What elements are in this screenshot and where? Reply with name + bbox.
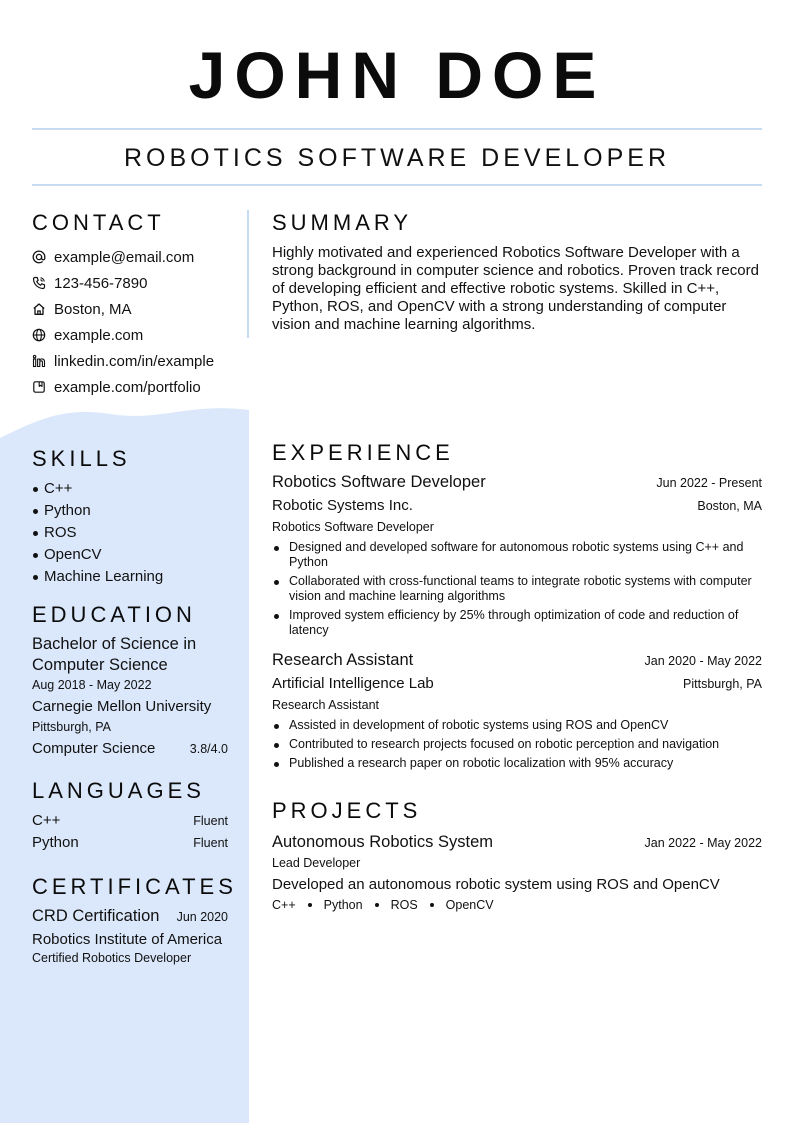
bullet-dot [33, 553, 38, 558]
language-row [32, 810, 228, 832]
project-role: Lead Developer [272, 856, 361, 870]
certificate-issuer: Robotics Institute of America [32, 931, 223, 948]
certificate-date: Jun 2020 [176, 910, 228, 924]
phone-icon [32, 276, 46, 290]
contact-email[interactable] [32, 244, 228, 270]
job-company: Robotic Systems Inc. [272, 497, 413, 514]
project-tech-list [272, 896, 762, 914]
project-entry [272, 830, 762, 914]
job-dates: Jun 2022 - Present [656, 476, 762, 490]
skill-item [32, 522, 228, 544]
language-level: Fluent [193, 836, 228, 850]
resume-name: JOHN DOE [188, 38, 606, 112]
project-dates: Jan 2022 - May 2022 [644, 836, 762, 850]
home-icon [32, 302, 46, 316]
education-gpa: 3.8/4.0 [189, 742, 228, 756]
header-bottom-divider [32, 184, 762, 186]
contact-email-text: example@email.com [54, 248, 195, 266]
language-row [32, 832, 228, 854]
job-position: Robotics Software Developer [272, 520, 434, 534]
language-name: C++ [32, 812, 61, 829]
project-name: Autonomous Robotics System [272, 833, 494, 851]
contact-section [32, 210, 228, 400]
experience-section [272, 440, 762, 775]
job-position: Research Assistant [272, 698, 379, 712]
job-company-row [272, 672, 762, 696]
skill-label: Machine Learning [44, 568, 164, 585]
job-bullet: Published a research paper on robotic localization with 95% accuracy [272, 756, 762, 771]
column-divider [247, 210, 249, 338]
skill-label: Python [44, 502, 91, 519]
skill-item [32, 566, 228, 588]
job-entry [272, 470, 762, 638]
education-field-row [32, 738, 228, 760]
tech-tag: C++ [272, 898, 296, 912]
contact-phone[interactable] [32, 270, 228, 296]
skill-label: OpenCV [44, 546, 102, 563]
certificates-title: CERTIFICATES [32, 874, 237, 899]
right-column [272, 210, 762, 912]
bullet-dot [33, 509, 38, 514]
education-field: Computer Science [32, 740, 156, 757]
job-location: Pittsburgh, PA [683, 677, 762, 691]
tech-tag: OpenCV [445, 898, 494, 912]
job-header [272, 470, 762, 494]
contact-title: CONTACT [32, 210, 165, 235]
summary-text: Highly motivated and experienced Robotics Software Developer with a strong background in computer science and robotics. Proven track record of developing efficient and effective robotic systems. Skilled in C++, Python, ROS, and OpenCV with a strong understanding of computer vision and machine learning algorithms. [272, 244, 759, 333]
contact-website-text: example.com [54, 326, 144, 344]
contact-linkedin[interactable] [32, 348, 228, 374]
portfolio-icon [32, 380, 46, 394]
skill-item [32, 544, 228, 566]
job-entry [272, 648, 762, 771]
tech-tag: ROS [390, 898, 418, 912]
linkedin-icon [32, 354, 46, 368]
skill-item [32, 500, 228, 522]
tech-tag: Python [323, 898, 363, 912]
certificates-section [32, 874, 237, 967]
languages-title: LANGUAGES [32, 778, 205, 803]
experience-title: EXPERIENCE [272, 440, 454, 465]
job-dates: Jan 2020 - May 2022 [644, 654, 762, 668]
contact-linkedin-text: linkedin.com/in/example [54, 352, 215, 370]
education-dates: Aug 2018 - May 2022 [32, 678, 152, 692]
job-bullets [272, 540, 762, 638]
job-bullet: Contributed to research projects focused on robotic perception and navigation [272, 737, 762, 752]
job-bullet: Improved system efficiency by 25% through optimization of code and reduction of latency [272, 608, 762, 638]
job-company-row [272, 494, 762, 518]
job-company: Artificial Intelligence Lab [272, 675, 434, 692]
header-top-divider [32, 128, 762, 130]
resume-role: ROBOTICS SOFTWARE DEVELOPER [123, 144, 671, 172]
separator-dot [375, 903, 379, 907]
at-icon [32, 250, 46, 264]
bullet-dot [33, 575, 38, 580]
job-bullet: Collaborated with cross-functional teams to integrate robotic systems with computer vision and machine learning algorithms [272, 574, 762, 604]
job-title: Research Assistant [272, 651, 414, 669]
certificate-description: Certified Robotics Developer [32, 951, 192, 965]
certificate-name: CRD Certification [32, 907, 160, 925]
education-school: Carnegie Mellon University [32, 698, 212, 715]
education-title: EDUCATION [32, 602, 196, 627]
education-section [32, 602, 228, 760]
projects-section [272, 798, 762, 914]
job-bullet: Assisted in development of robotic systems using ROS and OpenCV [272, 718, 762, 733]
skill-label: C++ [44, 480, 73, 497]
job-header [272, 648, 762, 672]
job-location: Boston, MA [697, 499, 762, 513]
skills-title: SKILLS [32, 446, 131, 471]
job-bullet: Designed and developed software for autonomous robotic systems using C++ and Python [272, 540, 762, 570]
separator-dot [430, 903, 434, 907]
contact-website[interactable] [32, 322, 228, 348]
skill-label: ROS [44, 524, 77, 541]
job-bullets [272, 718, 762, 771]
language-name: Python [32, 834, 79, 851]
contact-location-text: Boston, MA [54, 300, 132, 318]
project-header [272, 830, 762, 854]
contact-location [32, 296, 228, 322]
separator-dot [308, 903, 312, 907]
certificate-row [32, 906, 228, 927]
bullet-dot [33, 531, 38, 536]
education-location: Pittsburgh, PA [32, 720, 111, 734]
languages-section [32, 778, 228, 854]
summary-section [272, 210, 762, 334]
contact-portfolio-text: example.com/portfolio [54, 378, 201, 396]
job-title: Robotics Software Developer [272, 473, 486, 491]
bullet-dot [33, 487, 38, 492]
projects-title: PROJECTS [272, 798, 422, 823]
contact-phone-text: 123-456-7890 [54, 274, 148, 292]
left-column [32, 210, 237, 967]
project-description: Developed an autonomous robotic system using ROS and OpenCV [272, 876, 720, 893]
summary-title: SUMMARY [272, 210, 413, 235]
globe-icon [32, 328, 46, 342]
education-degree: Bachelor of Science in Computer Science [32, 635, 197, 674]
contact-portfolio[interactable] [32, 374, 228, 400]
language-level: Fluent [193, 814, 228, 828]
skills-section [32, 446, 228, 588]
skill-item [32, 478, 228, 500]
